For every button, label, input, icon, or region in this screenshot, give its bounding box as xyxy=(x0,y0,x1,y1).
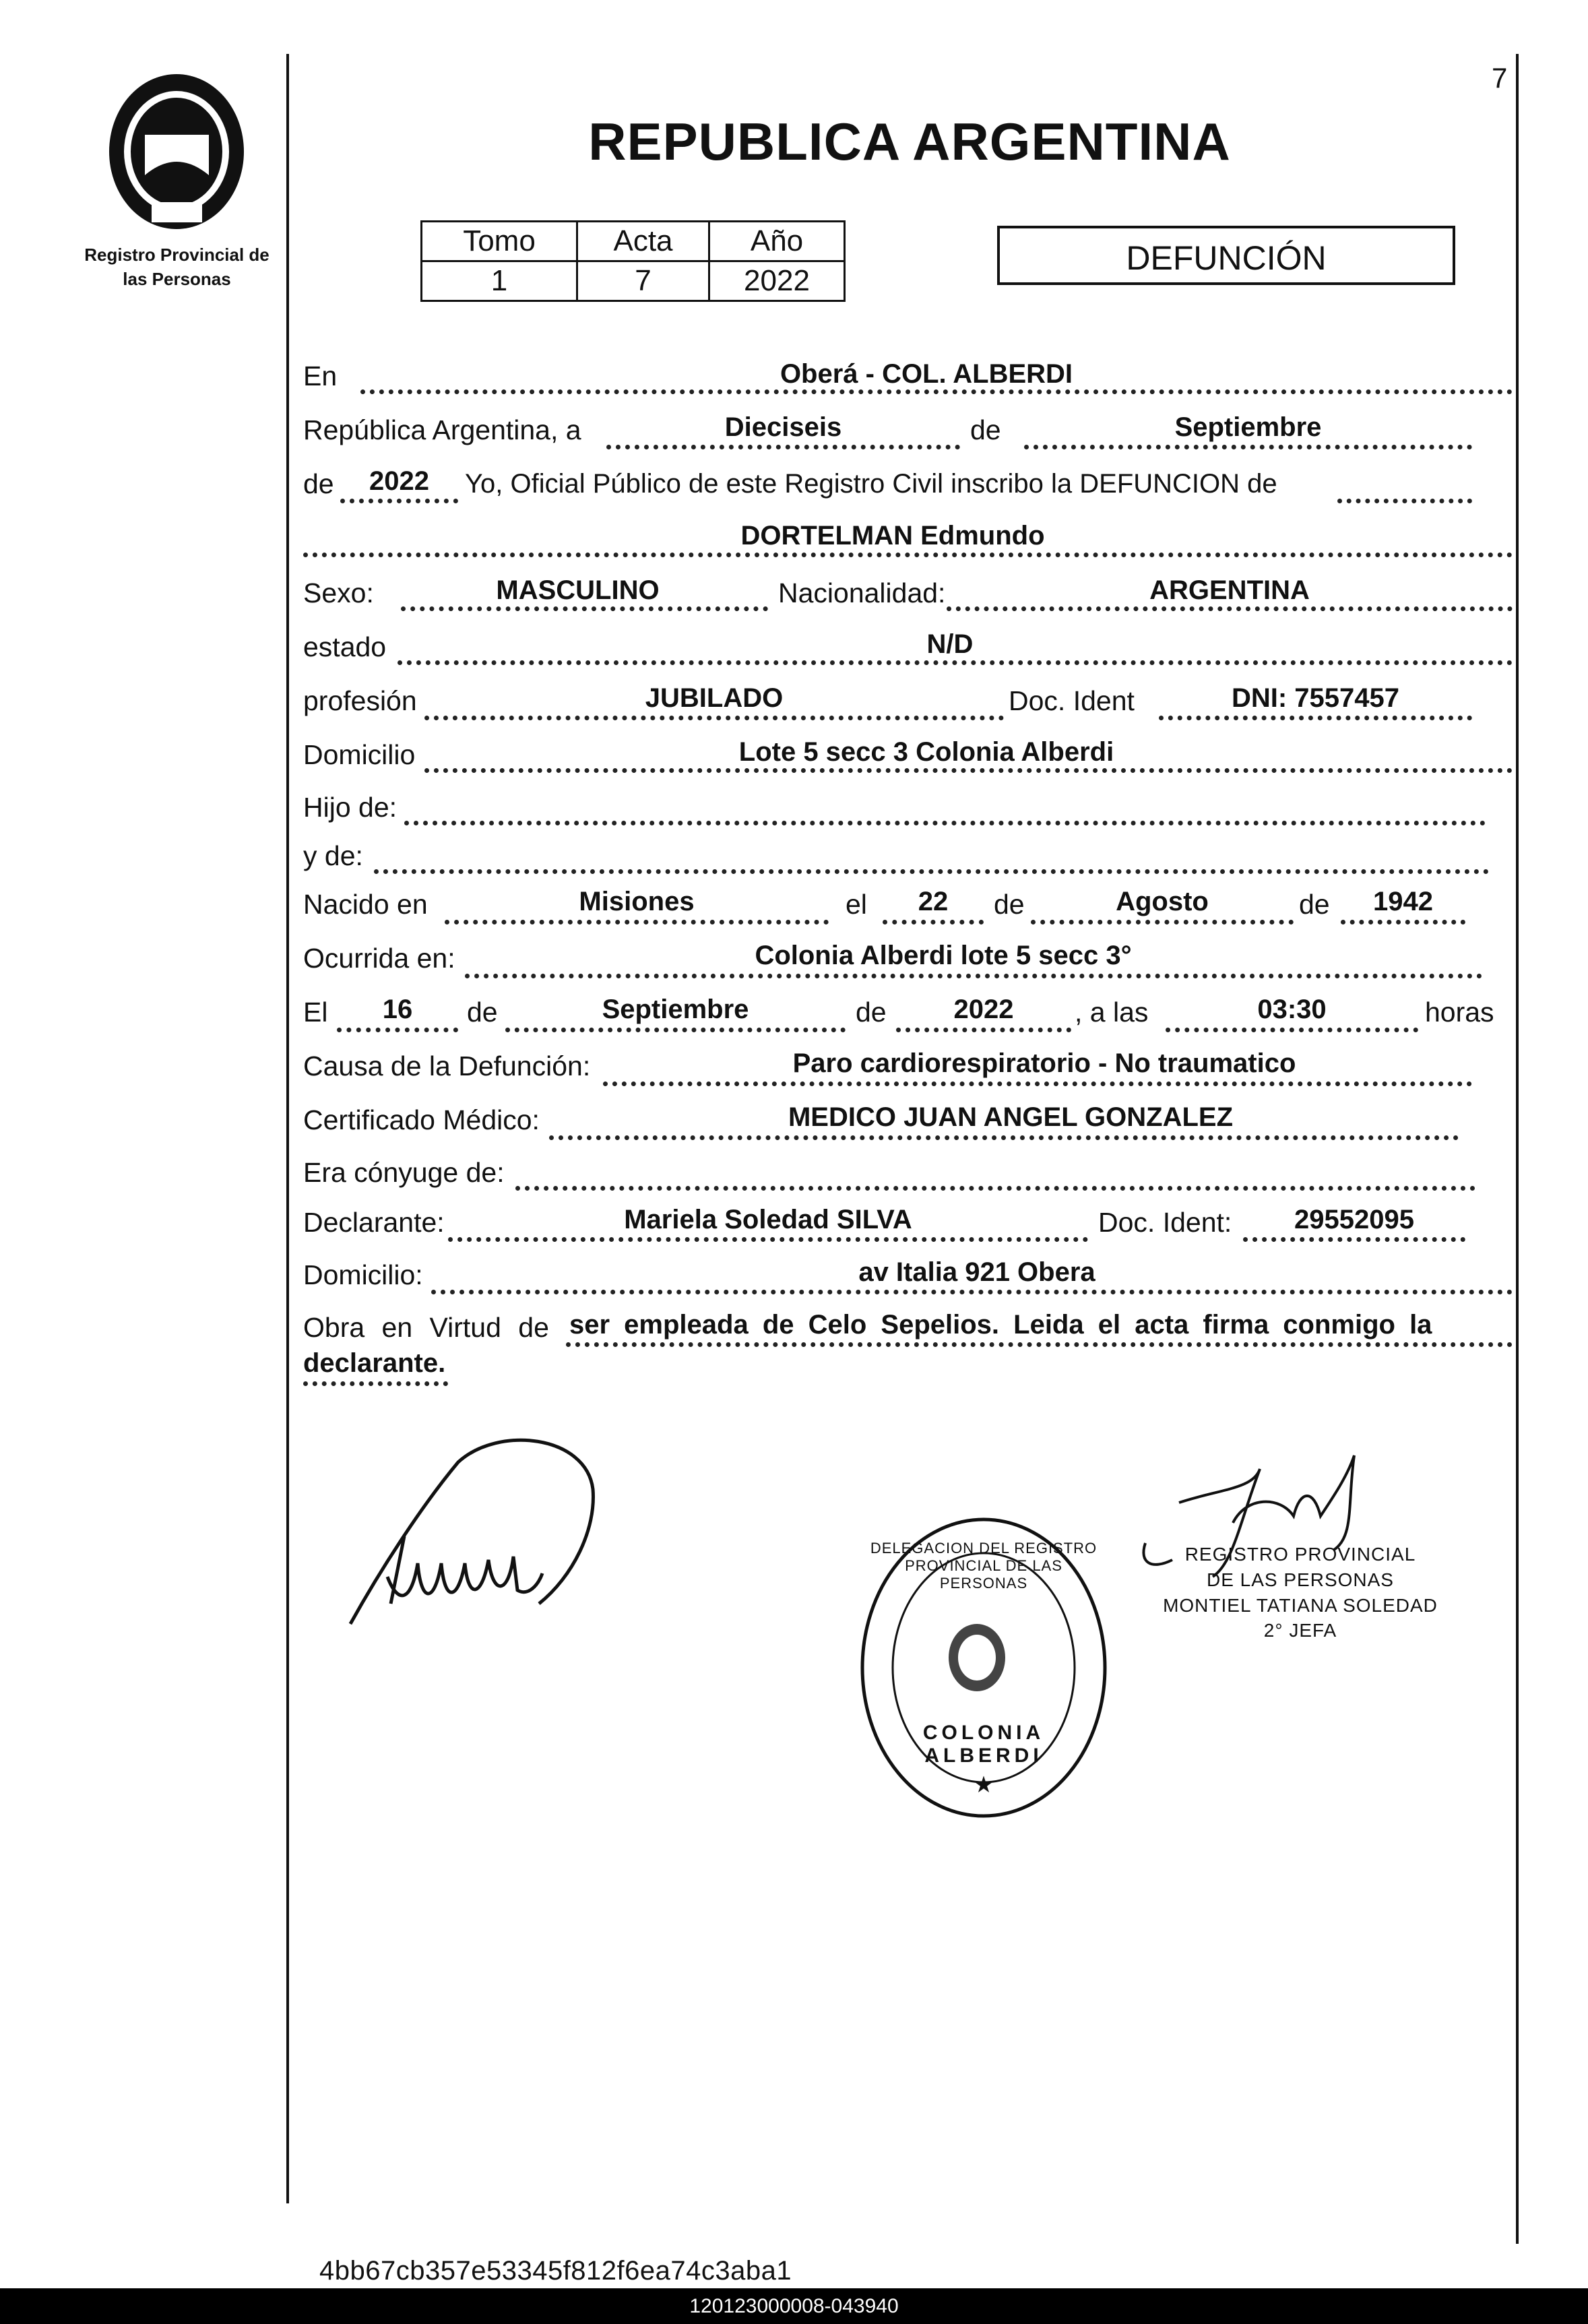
value-profesion: JUBILADO xyxy=(645,683,784,713)
label-de: de xyxy=(467,997,498,1028)
dotted-line xyxy=(603,1081,1472,1086)
registry-label xyxy=(54,243,300,292)
dotted-line xyxy=(424,768,1513,773)
label-en: En xyxy=(303,360,338,391)
signature-line2: DE LAS PERSONAS xyxy=(1207,1569,1394,1590)
table-value-tomo: 1 xyxy=(422,261,577,301)
label-nacionalidad: Nacionalidad: xyxy=(778,577,946,608)
dotted-line xyxy=(448,1237,1088,1242)
dotted-line xyxy=(883,920,984,924)
dotted-line xyxy=(337,1028,458,1032)
dotted-line xyxy=(431,1290,1513,1294)
signature-line3: MONTIEL TATIANA SOLEDAD xyxy=(1163,1594,1438,1616)
signature-line4: 2° JEFA xyxy=(1263,1620,1337,1641)
value-nombre: DORTELMAN Edmundo xyxy=(740,521,1045,551)
label-profesion: profesión xyxy=(303,685,417,716)
value-sexo: MASCULINO xyxy=(496,575,660,605)
label-conyuge: Era cónyuge de: xyxy=(303,1157,505,1188)
dotted-line xyxy=(401,606,768,611)
stamp-outer-text: DELEGACION DEL REGISTRO PROVINCIAL DE LAS PERSONAS xyxy=(870,1540,1098,1592)
dotted-line xyxy=(896,1028,1071,1032)
table-header-anio: Año xyxy=(709,222,845,261)
dotted-line xyxy=(515,1186,1475,1191)
value-causa: Paro cardiorespiratorio - No traumatico xyxy=(792,1048,1296,1078)
label-yo-oficial: Yo, Oficial Público de este Registro Civil inscribo la DEFUNCION de xyxy=(465,469,1277,499)
label-obra-en: Obra en Virtud de xyxy=(303,1312,549,1343)
value-obra-virtud-2: declarante. xyxy=(303,1348,446,1378)
svg-text:★: ★ xyxy=(973,1772,994,1798)
value-mes: Septiembre xyxy=(1174,412,1322,442)
table-value-anio: 2022 xyxy=(709,261,845,301)
value-ocurrida-en: Colonia Alberdi lote 5 secc 3° xyxy=(755,941,1132,970)
label-ocurrida-en: Ocurrida en: xyxy=(303,943,455,974)
dotted-line xyxy=(505,1028,846,1032)
dotted-line xyxy=(303,553,1513,557)
table-value-acta: 7 xyxy=(577,261,709,301)
value-obra-virtud-1: ser empleada de Celo Sepelios. Leida el acta firma conmigo la xyxy=(569,1310,1432,1340)
value-estado: N/D xyxy=(926,629,974,659)
signature-block xyxy=(1149,1542,1452,1643)
value-def-mes: Septiembre xyxy=(602,995,749,1024)
value-dia-texto: Dieciseis xyxy=(724,412,842,442)
value-nac-mes: Agosto xyxy=(1116,887,1209,916)
footer-id-bar: 120123000008-043940 xyxy=(0,2288,1588,2324)
dotted-line xyxy=(1243,1237,1465,1242)
dotted-line xyxy=(1341,920,1465,924)
label-de: de xyxy=(856,997,887,1028)
label-sexo: Sexo: xyxy=(303,577,374,608)
dotted-line xyxy=(606,445,960,449)
label-estado: estado xyxy=(303,631,387,662)
label-doc-ident: Doc. Ident xyxy=(1009,685,1135,716)
label-domicilio2: Domicilio: xyxy=(303,1259,423,1290)
page-title: REPUBLICA ARGENTINA xyxy=(588,112,1231,171)
left-margin-line xyxy=(286,54,289,2203)
value-def-hora: 03:30 xyxy=(1257,995,1327,1024)
value-nacido-en: Misiones xyxy=(579,887,695,916)
label-republica-a: República Argentina, a xyxy=(303,414,581,445)
tomo-acta-anio-table xyxy=(420,220,846,302)
value-declarante: Mariela Soledad SILVA xyxy=(624,1205,912,1234)
label-causa: Causa de la Defunción: xyxy=(303,1050,591,1081)
dotted-line xyxy=(1031,920,1294,924)
dotted-line xyxy=(465,974,1482,978)
dotted-line xyxy=(1159,716,1472,720)
label-nacido-en: Nacido en xyxy=(303,889,428,920)
misiones-seal-logo xyxy=(104,67,249,232)
dotted-line xyxy=(566,1342,1513,1347)
label-hijo-de: Hijo de: xyxy=(303,792,398,823)
value-nacionalidad: ARGENTINA xyxy=(1149,575,1310,605)
value-declarante-domicilio: av Italia 921 Obera xyxy=(858,1257,1095,1287)
page-number: 7 xyxy=(1492,62,1508,94)
dotted-line xyxy=(1166,1028,1418,1032)
label-doc-ident2: Doc. Ident: xyxy=(1098,1207,1232,1238)
dotted-line xyxy=(549,1135,1459,1140)
right-margin-line xyxy=(1516,54,1519,2244)
value-dni: DNI: 7557457 xyxy=(1231,683,1400,713)
dotted-line xyxy=(360,389,1513,394)
value-domicilio: Lote 5 secc 3 Colonia Alberdi xyxy=(738,737,1114,767)
dotted-line xyxy=(374,869,1489,874)
declarant-signature xyxy=(337,1428,620,1644)
value-nac-anio: 1942 xyxy=(1373,887,1433,916)
dotted-line xyxy=(340,499,458,503)
document-hash: 4bb67cb357e53345f812f6ea74c3aba1 xyxy=(319,2256,792,2286)
label-el-cap: El xyxy=(303,997,328,1028)
table-header-tomo: Tomo xyxy=(422,222,577,261)
document-type-box: DEFUNCIÓN xyxy=(997,226,1455,285)
label-de: de xyxy=(994,889,1025,920)
label-de: de xyxy=(303,468,334,499)
table-header-acta: Acta xyxy=(577,222,709,261)
label-y-de: y de: xyxy=(303,840,363,871)
label-el: el xyxy=(846,889,867,920)
label-declarante: Declarante: xyxy=(303,1207,445,1238)
dotted-line xyxy=(947,606,1513,611)
value-def-anio: 2022 xyxy=(953,995,1014,1024)
label-domicilio: Domicilio xyxy=(303,739,416,770)
value-anio: 2022 xyxy=(369,466,429,496)
value-nac-dia: 22 xyxy=(918,887,949,916)
dotted-line xyxy=(445,920,829,924)
value-certificado: MEDICO JUAN ANGEL GONZALEZ xyxy=(788,1102,1234,1132)
value-def-dia: 16 xyxy=(382,995,413,1024)
value-declarante-doc: 29552095 xyxy=(1294,1205,1414,1234)
dotted-line xyxy=(398,660,1513,665)
signature-line1: REGISTRO PROVINCIAL xyxy=(1184,1544,1416,1565)
label-de: de xyxy=(970,414,1001,445)
dotted-line xyxy=(424,716,1004,720)
label-de: de xyxy=(1299,889,1330,920)
value-lugar: Oberá - COL. ALBERDI xyxy=(780,359,1073,389)
dotted-line xyxy=(404,821,1486,825)
label-horas: horas xyxy=(1425,997,1494,1028)
registry-label-line2: las Personas xyxy=(123,269,231,290)
dotted-line xyxy=(1024,445,1472,449)
dotted-line xyxy=(303,1381,448,1386)
label-a-las: , a las xyxy=(1075,997,1149,1028)
dotted-line xyxy=(1337,499,1472,503)
stamp-inner-text: COLONIA ALBERDI xyxy=(922,1722,1045,1767)
label-certificado: Certificado Médico: xyxy=(303,1104,540,1135)
registry-label-line1: Registro Provincial de xyxy=(84,245,269,265)
